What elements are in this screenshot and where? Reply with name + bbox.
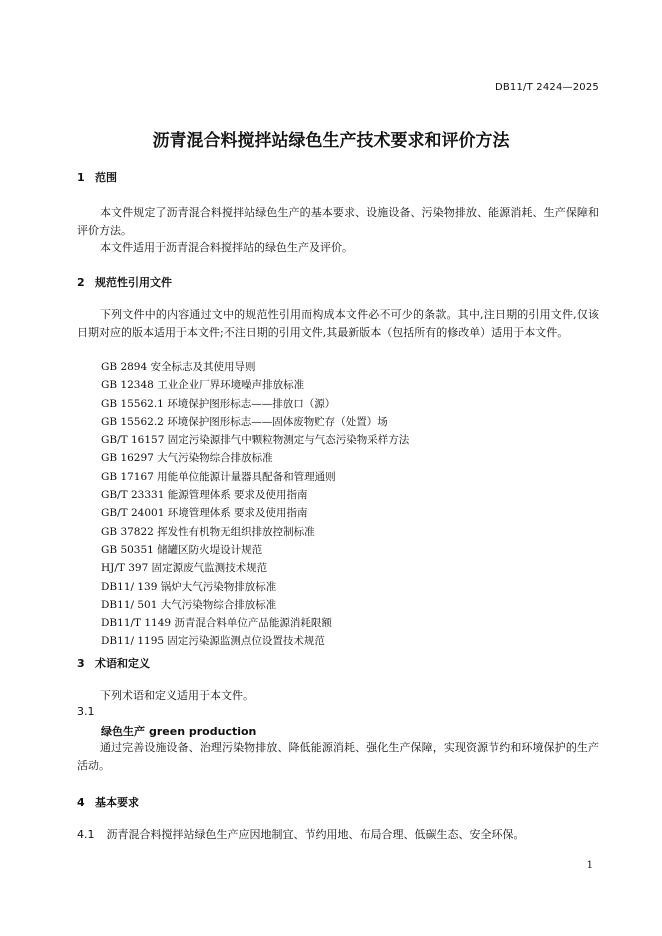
section-number: 4 [77, 796, 85, 809]
clause-4-1 [77, 826, 525, 842]
reference-item: GB 16297 大气污染物综合排放标准 [101, 452, 273, 465]
document-code: DB11/T 2424—2025 [494, 82, 599, 93]
section-heading-terms [77, 655, 150, 671]
reference-item: DB11/ 501 大气污染物综合排放标准 [101, 598, 277, 611]
scope-paragraph-2: 本文件适用于沥青混合料搅拌站的绿色生产及评价。 [100, 241, 353, 254]
reference-item: DB11/T 1149 沥青混合料单位产品能源消耗限额 [101, 617, 332, 630]
section-number: 1 [77, 171, 85, 184]
section-title: 范围 [95, 171, 117, 184]
reference-item: GB 50351 储罐区防火堤设计规范 [101, 543, 263, 556]
document-title: 沥青混合料搅拌站绿色生产技术要求和评价方法 [152, 131, 510, 151]
reference-list [101, 358, 409, 651]
reference-item: GB/T 16157 固定污染源排气中颗粒物测定与气态污染物采样方法 [101, 434, 410, 447]
terms-intro: 下列术语和定义适用于本文件。 [100, 689, 254, 702]
reference-item: GB 17167 用能单位能源计量器具配备和管理通则 [101, 470, 336, 483]
clause-text: 沥青混合料搅拌站绿色生产应因地制宜、节约用地、布局合理、低碳生态、安全环保。 [106, 828, 525, 841]
term-name [101, 723, 256, 739]
clause-number: 4.1 [77, 828, 95, 841]
reference-item: GB 15562.2 环境保护图形标志——固体废物贮存（处置）场 [101, 415, 388, 428]
page-number: 1 [586, 860, 593, 871]
reference-item: GB 37822 挥发性有机物无组织排放控制标准 [101, 525, 315, 538]
section-title: 基本要求 [95, 796, 139, 809]
normative-refs-intro: 下列文件中的内容通过文中的规范性引用而构成本文件必不可少的条款。其中,注日期的引用文件,仅该日期对应的版本适用于本文件;不注日期的引用文件,其最新版本（包括所有的修改单）适用于本文件。 [77, 308, 599, 339]
reference-item: HJ/T 397 固定源废气监测技术规范 [101, 562, 268, 575]
section-title: 规范性引用文件 [95, 276, 172, 289]
reference-item: GB 15562.1 环境保护图形标志——排放口（源） [101, 397, 336, 410]
section-number: 2 [77, 276, 85, 289]
section-heading-scope [77, 169, 117, 185]
term-name-en: green production [149, 725, 257, 738]
section-heading-basic [77, 794, 139, 810]
term-name-zh: 绿色生产 [101, 725, 145, 738]
reference-item: GB/T 23331 能源管理体系 要求及使用指南 [101, 489, 308, 502]
reference-item: GB 2894 安全标志及其使用导则 [101, 361, 256, 373]
scope-paragraph-1: 本文件规定了沥青混合料搅拌站绿色生产的基本要求、设施设备、污染物排放、能源消耗、生产保障和评价方法。 [77, 206, 599, 237]
reference-item: DB11/ 1195 固定污染源监测点位设置技术规范 [101, 635, 325, 648]
section-number: 3 [77, 657, 85, 670]
term-number: 3.1 [77, 705, 95, 718]
section-heading-normative-refs [77, 274, 172, 290]
reference-item: GB 12348 工业企业厂界环境噪声排放标准 [101, 379, 305, 392]
term-definition: 通过完善设施设备、治理污染物排放、降低能源消耗、强化生产保障，实现资源节约和环境保护的生产活动。 [77, 741, 599, 772]
section-title: 术语和定义 [95, 657, 150, 670]
reference-item: GB/T 24001 环境管理体系 要求及使用指南 [101, 507, 308, 520]
reference-item: DB11/ 139 锅炉大气污染物排放标准 [101, 580, 277, 593]
